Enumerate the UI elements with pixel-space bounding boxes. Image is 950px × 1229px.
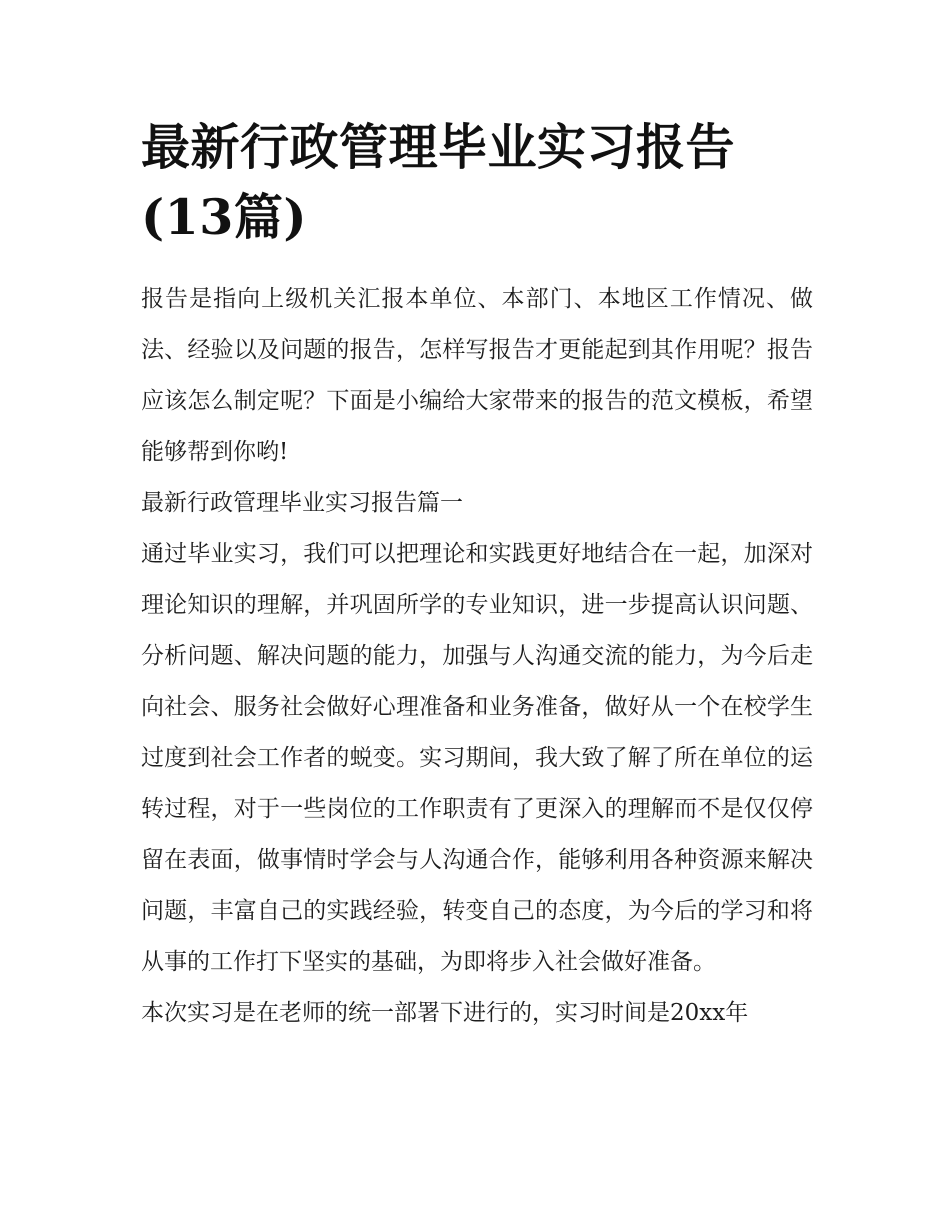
intro-paragraph: 报告是指向上级机关汇报本单位、本部门、本地区工作情况、做法、经验以及问题的报告，怎样写报告才更能起到其作用呢？报告应该怎么制定呢？下面是小编给大家带来的报告的范文模板，希望能够帮到你哟! <box>141 286 813 465</box>
document-body <box>141 112 813 1039</box>
body-paragraph-1: 通过毕业实习，我们可以把理论和实践更好地结合在一起，加深对理论知识的理解，并巩固所学的专业知识，进一步提高认识问题、分析问题、解决问题的能力，加强与人沟通交流的能力，为今后走向社会、服务社会做好心理准备和业务准备，做好从一个在校学生过度到社会工作者的蜕变。实习期间，我大致了解了所在单位的运转过程，对于一些岗位的工作职责有了更深入的理解而不是仅仅停留在表面，做事情时学会与人沟通合作，能够利用各种资源来解决问题，丰富自己的实践经验，转变自己的态度，为今后的学习和将从事的工作打下坚实的基础，为即将步入社会做好准备。 <box>141 541 813 975</box>
section-heading: 最新行政管理毕业实习报告篇一 <box>141 490 463 516</box>
body-paragraph-2: 本次实习是在老师的统一部署下进行的，实习时间是20xx年 <box>141 1000 749 1026</box>
document-title: 最新行政管理毕业实习报告(13篇) <box>141 118 736 246</box>
